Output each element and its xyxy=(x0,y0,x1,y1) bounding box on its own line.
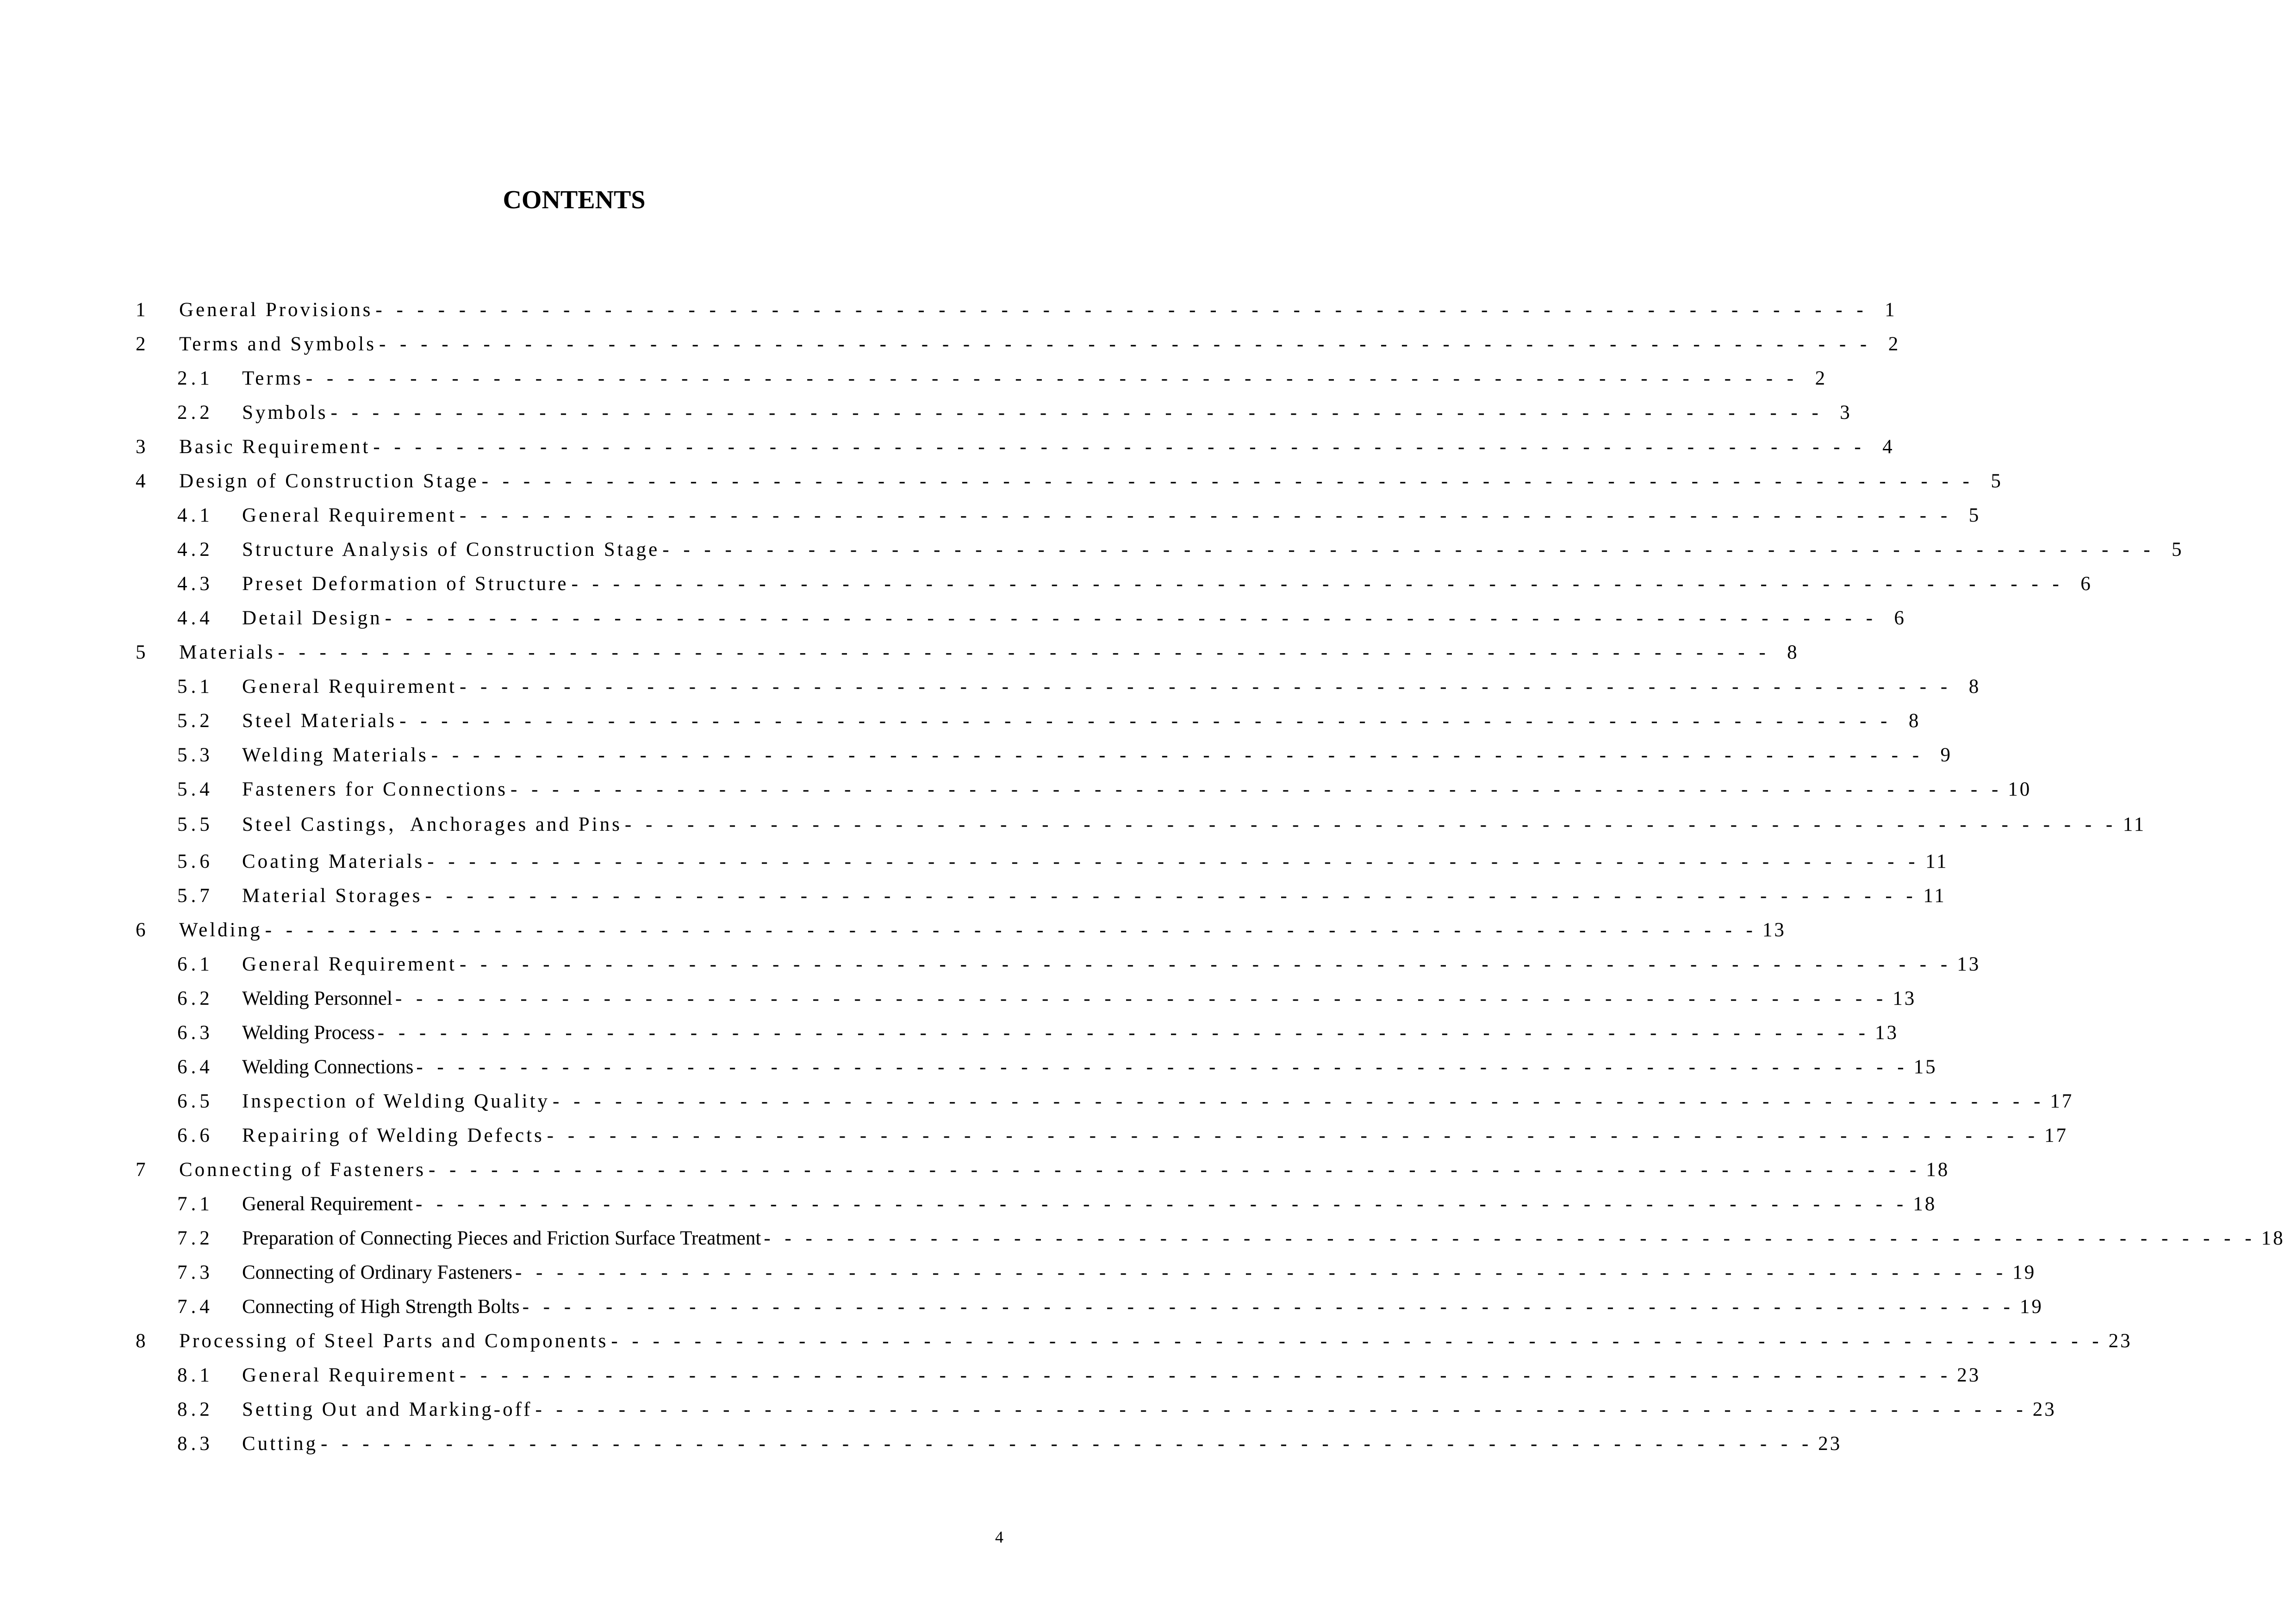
toc-entry-number: 5.4 xyxy=(177,778,213,800)
toc-entry-number: 5.1 xyxy=(177,676,213,697)
toc-leader: - - - - - - - - - - - - - - - - - - - - - - - - - - - - - - - - - - - - - - - - - - - - - - - - - - - - - - - - - - - - - - - - - - - - - - - - xyxy=(481,470,1974,492)
toc-leader: - - - - - - - - - - - - - - - - - - - - - - - - - - - - - - - - - - - - - - - - - - - - - - - - - - - - - - - - - - - - - - - - - - - - - - - - xyxy=(330,402,1823,423)
toc-entry[interactable] xyxy=(136,330,1900,358)
toc-entry-label: General Requirement xyxy=(242,1193,413,1215)
toc-entry-page: 13 xyxy=(1875,1022,1899,1044)
toc-leader: - - - - - - - - - - - - - - - - - - - - - - - - - - - - - - - - - - - - - - - - - - - - - - - - - - - - - - - - - - - - - - - - - - - - - - - - xyxy=(305,367,1799,389)
toc-entry[interactable] xyxy=(136,296,1897,324)
toc-entry-number: 1 xyxy=(136,299,146,321)
toc-leader: - - - - - - - - - - - - - - - - - - - - - - - - - - - - - - - - - - - - - - - - - - - - - - - - - - - - - - - - - - - - - - - - - - - - - - - - xyxy=(385,607,1877,629)
toc-entry[interactable] xyxy=(177,848,1949,876)
toc-entry-label: Welding Connections xyxy=(242,1056,414,1078)
toc-entry-number: 6.5 xyxy=(177,1090,213,1112)
toc-entry[interactable] xyxy=(177,985,1917,1013)
toc-entry-number: 6.4 xyxy=(177,1056,213,1078)
toc-entry[interactable] xyxy=(136,1156,1950,1184)
toc-entry-label: Fasteners for Connections xyxy=(242,778,508,800)
toc-entry-number: 4.3 xyxy=(177,573,213,595)
toc-entry-label: Material Storages xyxy=(242,885,423,907)
toc-entry[interactable] xyxy=(136,433,1894,461)
toc-entry-number: 5.6 xyxy=(177,851,213,872)
toc-entry-number: 8 xyxy=(136,1330,146,1352)
toc-entry-page: 4 xyxy=(1882,436,1894,458)
toc-entry[interactable] xyxy=(177,1088,2074,1115)
toc-entry[interactable] xyxy=(177,741,1953,769)
toc-entry-label: Welding Process xyxy=(242,1022,375,1044)
toc-entry-page: 1 xyxy=(1885,299,1897,321)
toc-entry[interactable] xyxy=(177,951,1981,978)
toc-entry[interactable] xyxy=(177,1190,1937,1218)
toc-entry[interactable] xyxy=(177,1362,1981,1389)
toc-entry-label: Inspection of Welding Quality xyxy=(242,1090,550,1112)
toc-leader: - - - - - - - - - - - - - - - - - - - - - - - - - - - - - - - - - - - - - - - - - - - - - - - - - - - - - - - - - - - - - - - - - - - - - - - - xyxy=(459,1364,1952,1386)
toc-entry-label: Setting Out and Marking-off xyxy=(242,1399,533,1420)
toc-entry-number: 6.3 xyxy=(177,1022,213,1044)
toc-entry-page: 9 xyxy=(1940,744,1953,766)
toc-entry-number: 6 xyxy=(136,919,146,941)
toc-entry-number: 6.6 xyxy=(177,1125,213,1146)
toc-leader: - - - - - - - - - - - - - - - - - - - - - - - - - - - - - - - - - - - - - - - - - - - - - - - - - - - - - - - - - - - - - - - - - - - - - - - - xyxy=(373,436,1866,458)
toc-entry-page: 11 xyxy=(1923,885,1946,907)
toc-entry-label: Terms and Symbols xyxy=(179,333,376,355)
toc-entry-label: Materials xyxy=(179,641,275,663)
toc-entry-page: 11 xyxy=(2123,814,2146,835)
toc-entry[interactable] xyxy=(177,604,1906,632)
toc-entry-page: 3 xyxy=(1840,402,1852,423)
toc-leader: - - - - - - - - - - - - - - - - - - - - - - - - - - - - - - - - - - - - - - - - - - - - - - - - - - - - - - - - - - - - - - - - - - - - - - - - xyxy=(278,641,1770,663)
toc-entry-page: 2 xyxy=(1888,333,1900,355)
toc-leader: - - - - - - - - - - - - - - - - - - - - - - - - - - - - - - - - - - - - - - - - - - - - - - - - - - - - - - - - - - - - - - - - - - - - - - - - xyxy=(415,1193,1908,1215)
toc-entry[interactable] xyxy=(177,882,1946,910)
toc-entry-number: 2.1 xyxy=(177,367,213,389)
toc-leader: - - - - - - - - - - - - - - - - - - - - - - - - - - - - - - - - - - - - - - - - - - - - - - - - - - - - - - - - - - - - - - - - - - - - - - - - xyxy=(522,1296,2015,1318)
toc-leader: - - - - - - - - - - - - - - - - - - - - - - - - - - - - - - - - - - - - - - - - - - - - - - - - - - - - - - - - - - - - - - - - - - - - - - - - xyxy=(416,1056,1909,1078)
toc-leader: - - - - - - - - - - - - - - - - - - - - - - - - - - - - - - - - - - - - - - - - - - - - - - - - - - - - - - - - - - - - - - - - - - - - - - - - xyxy=(459,953,1952,975)
toc-entry-number: 7 xyxy=(136,1159,146,1181)
toc-entry-label: Connecting of Ordinary Fasteners xyxy=(242,1262,512,1283)
toc-entry-label: Terms xyxy=(242,367,303,389)
toc-leader: - - - - - - - - - - - - - - - - - - - - - - - - - - - - - - - - - - - - - - - - - - - - - - - - - - - - - - - - - - - - - - - - - - - - - - - - xyxy=(547,1125,2040,1146)
toc-entry[interactable] xyxy=(177,570,2092,598)
toc-entry[interactable] xyxy=(136,467,2003,495)
toc-leader: - - - - - - - - - - - - - - - - - - - - - - - - - - - - - - - - - - - - - - - - - - - - - - - - - - - - - - - - - - - - - - - - - - - - - - - - xyxy=(395,988,1888,1009)
toc-entry-label: Cutting xyxy=(242,1433,318,1455)
toc-entry-page: 10 xyxy=(2008,778,2032,800)
toc-entry-page: 8 xyxy=(1787,641,1799,663)
toc-entry-page: 5 xyxy=(1968,504,1981,526)
toc-leader: - - - - - - - - - - - - - - - - - - - - - - - - - - - - - - - - - - - - - - - - - - - - - - - - - - - - - - - - - - - - - - - - - - - - - - - - xyxy=(375,299,1868,321)
toc-entry[interactable] xyxy=(177,502,1981,529)
toc-entry-label: General Requirement xyxy=(242,1364,457,1386)
toc-entry-label: General Requirement xyxy=(242,504,457,526)
toc-entry[interactable] xyxy=(177,776,2032,803)
toc-entry-number: 8.1 xyxy=(177,1364,213,1386)
toc-entry-page: 23 xyxy=(2032,1399,2056,1420)
toc-entry-label: Basic Requirement xyxy=(179,436,371,458)
toc-entry-label: Repairing of Welding Defects xyxy=(242,1125,544,1146)
toc-entry-number: 5.5 xyxy=(177,814,213,835)
toc-entry-label: Steel Materials xyxy=(242,710,397,732)
toc-leader: - - - - - - - - - - - - - - - - - - - - - - - - - - - - - - - - - - - - - - - - - - - - - - - - - - - - - - - - - - - - - - - - - - - - - - - - xyxy=(764,1227,2256,1249)
toc-leader: - - - - - - - - - - - - - - - - - - - - - - - - - - - - - - - - - - - - - - - - - - - - - - - - - - - - - - - - - - - - - - - - - - - - - - - - xyxy=(662,539,2155,560)
toc-entry-label: Processing of Steel Parts and Components xyxy=(179,1330,609,1352)
toc-entry-page: 19 xyxy=(2012,1262,2036,1283)
toc-entry-page: 13 xyxy=(1893,988,1917,1009)
toc-entry-page: 19 xyxy=(2019,1296,2043,1318)
toc-entry-number: 5 xyxy=(136,641,146,663)
toc-entry-page: 8 xyxy=(1968,676,1981,697)
toc-entry[interactable] xyxy=(177,673,1981,701)
toc-leader: - - - - - - - - - - - - - - - - - - - - - - - - - - - - - - - - - - - - - - - - - - - - - - - - - - - - - - - - - - - - - - - - - - - - - - - - xyxy=(511,778,2003,800)
toc-entry-number: 7.4 xyxy=(177,1296,213,1318)
toc-entry-label: Symbols xyxy=(242,402,328,423)
toc-entry-page: 6 xyxy=(2080,573,2092,595)
page-number: 4 xyxy=(995,1528,1003,1546)
toc-entry-number: 4.4 xyxy=(177,607,213,629)
toc-leader: - - - - - - - - - - - - - - - - - - - - - - - - - - - - - - - - - - - - - - - - - - - - - - - - - - - - - - - - - - - - - - - - - - - - - - - - xyxy=(611,1330,2104,1352)
toc-entry-number: 5.7 xyxy=(177,885,213,907)
toc-entry[interactable] xyxy=(177,1430,1842,1458)
toc-entry[interactable] xyxy=(136,916,1786,944)
toc-entry-page: 17 xyxy=(2044,1125,2068,1146)
toc-entry-label: Welding Personnel xyxy=(242,988,392,1009)
toc-entry-label: Design of Construction Stage xyxy=(179,470,479,492)
toc-entry[interactable] xyxy=(177,707,1921,735)
toc-entry-label: General Requirement xyxy=(242,953,457,975)
toc-leader: - - - - - - - - - - - - - - - - - - - - - - - - - - - - - - - - - - - - - - - - - - - - - - - - - - - - - - - - - - - - - - - - - - - - - - - - xyxy=(459,504,1952,526)
toc-entry[interactable] xyxy=(177,1122,2068,1150)
toc-entry[interactable] xyxy=(177,1396,2056,1424)
toc-entry-label: Welding Materials xyxy=(242,744,429,766)
toc-leader: - - - - - - - - - - - - - - - - - - - - - - - - - - - - - - - - - - - - - - - - - - - - - - - - - - - - - - - - - - - - - - - - - - - - - - - - xyxy=(459,676,1952,697)
toc-leader: - - - - - - - - - - - - - - - - - - - - - - - - - - - - - - - - - - - - - - - - - - - - - - - - - - - - - - - - - - - - - - - - - - - - - - - - xyxy=(553,1090,2045,1112)
toc-entry-label: Coating Materials xyxy=(242,851,425,872)
toc-entry-label: General Requirement xyxy=(242,676,457,697)
toc-entry[interactable] xyxy=(177,1225,2285,1252)
toc-leader: - - - - - - - - - - - - - - - - - - - - - - - - - - - - - - - - - - - - - - - - - - - - - - - - - - - - - - - - - - - - - - - - - - - - - - - - xyxy=(265,919,1757,941)
toc-leader: - - - - - - - - - - - - - - - - - - - - - - - - - - - - - - - - - - - - - - - - - - - - - - - - - - - - - - - - - - - - - - - - - - - - - - - - xyxy=(379,333,1872,355)
toc-entry-page: 18 xyxy=(2261,1227,2285,1249)
toc-entry-label: Connecting of High Strength Bolts xyxy=(242,1296,520,1318)
toc-entry-number: 8.2 xyxy=(177,1399,213,1420)
toc-entry[interactable] xyxy=(177,365,1827,392)
toc-entry[interactable] xyxy=(177,1053,1937,1081)
toc-entry-number: 5.3 xyxy=(177,744,213,766)
toc-entry-number: 2 xyxy=(136,333,146,355)
toc-entry[interactable] xyxy=(177,811,2146,839)
toc-entry-label: Preparation of Connecting Pieces and Friction Surface Treatment xyxy=(242,1227,761,1249)
toc-entry[interactable] xyxy=(177,1259,2036,1287)
toc-leader: - - - - - - - - - - - - - - - - - - - - - - - - - - - - - - - - - - - - - - - - - - - - - - - - - - - - - - - - - - - - - - - - - - - - - - - - xyxy=(428,1159,1921,1181)
toc-entry[interactable] xyxy=(136,1327,2132,1355)
toc-entry[interactable] xyxy=(177,536,2184,564)
toc-entry-number: 4.2 xyxy=(177,539,213,560)
toc-leader: - - - - - - - - - - - - - - - - - - - - - - - - - - - - - - - - - - - - - - - - - - - - - - - - - - - - - - - - - - - - - - - - - - - - - - - - xyxy=(321,1433,1813,1455)
toc-entry-page: 15 xyxy=(1913,1056,1937,1078)
toc-leader: - - - - - - - - - - - - - - - - - - - - - - - - - - - - - - - - - - - - - - - - - - - - - - - - - - - - - - - - - - - - - - - - - - - - - - - - xyxy=(425,885,1918,907)
toc-entry-number: 6.1 xyxy=(177,953,213,975)
toc-entry-page: 18 xyxy=(1926,1159,1950,1181)
toc-leader: - - - - - - - - - - - - - - - - - - - - - - - - - - - - - - - - - - - - - - - - - - - - - - - - - - - - - - - - - - - - - - - - - - - - - - - - xyxy=(427,851,1920,872)
toc-leader: - - - - - - - - - - - - - - - - - - - - - - - - - - - - - - - - - - - - - - - - - - - - - - - - - - - - - - - - - - - - - - - - - - - - - - - - xyxy=(624,814,2117,835)
toc-entry-label: Welding xyxy=(179,919,262,941)
toc-leader: - - - - - - - - - - - - - - - - - - - - - - - - - - - - - - - - - - - - - - - - - - - - - - - - - - - - - - - - - - - - - - - - - - - - - - - - xyxy=(515,1262,2008,1283)
toc-entry-page: 5 xyxy=(1991,470,2003,492)
toc-leader: - - - - - - - - - - - - - - - - - - - - - - - - - - - - - - - - - - - - - - - - - - - - - - - - - - - - - - - - - - - - - - - - - - - - - - - - xyxy=(571,573,2064,595)
toc-entry-number: 4 xyxy=(136,470,146,492)
toc-entry-page: 13 xyxy=(1957,953,1981,975)
toc-entry-page: 8 xyxy=(1908,710,1921,732)
toc-entry-page: 17 xyxy=(2050,1090,2074,1112)
toc-leader: - - - - - - - - - - - - - - - - - - - - - - - - - - - - - - - - - - - - - - - - - - - - - - - - - - - - - - - - - - - - - - - - - - - - - - - - xyxy=(377,1022,1870,1044)
toc-entry-number: 2.2 xyxy=(177,402,213,423)
toc-entry-page: 5 xyxy=(2172,539,2184,560)
toc-entry-page: 18 xyxy=(1913,1193,1937,1215)
toc-entry-number: 7.3 xyxy=(177,1262,213,1283)
toc-entry-page: 23 xyxy=(1818,1433,1842,1455)
toc-entry-number: 7.2 xyxy=(177,1227,213,1249)
toc-entry-label: Connecting of Fasteners xyxy=(179,1159,426,1181)
toc-leader: - - - - - - - - - - - - - - - - - - - - - - - - - - - - - - - - - - - - - - - - - - - - - - - - - - - - - - - - - - - - - - - - - - - - - - - - xyxy=(535,1399,2028,1420)
toc-entry-number: 8.3 xyxy=(177,1433,213,1455)
toc-entry-label: Structure Analysis of Construction Stage xyxy=(242,539,660,560)
toc-entry-label: Steel Castings，Anchorages and Pins xyxy=(242,814,622,835)
toc-leader: - - - - - - - - - - - - - - - - - - - - - - - - - - - - - - - - - - - - - - - - - - - - - - - - - - - - - - - - - - - - - - - - - - - - - - - - xyxy=(431,744,1924,766)
toc-entry[interactable] xyxy=(177,399,1852,427)
toc-entry-page: 23 xyxy=(1957,1364,1981,1386)
toc-entry-number: 5.2 xyxy=(177,710,213,732)
toc-entry-page: 2 xyxy=(1815,367,1827,389)
toc-entry-number: 4.1 xyxy=(177,504,213,526)
toc-entry-label: Detail Design xyxy=(242,607,382,629)
toc-entry-number: 6.2 xyxy=(177,988,213,1009)
toc-entry[interactable] xyxy=(136,639,1799,666)
toc-entry-number: 3 xyxy=(136,436,146,458)
toc-entry-page: 13 xyxy=(1762,919,1786,941)
toc-entry-label: General Provisions xyxy=(179,299,373,321)
toc-entry-page: 23 xyxy=(2108,1330,2132,1352)
toc-entry-number: 7.1 xyxy=(177,1193,213,1215)
toc-entry[interactable] xyxy=(177,1293,2043,1321)
page-title: CONTENTS xyxy=(503,186,646,214)
toc-entry-page: 11 xyxy=(1925,851,1949,872)
toc-entry-page: 6 xyxy=(1894,607,1906,629)
toc-entry[interactable] xyxy=(177,1019,1899,1047)
toc-leader: - - - - - - - - - - - - - - - - - - - - - - - - - - - - - - - - - - - - - - - - - - - - - - - - - - - - - - - - - - - - - - - - - - - - - - - - xyxy=(399,710,1892,732)
toc-entry-label: Preset Deformation of Structure xyxy=(242,573,569,595)
